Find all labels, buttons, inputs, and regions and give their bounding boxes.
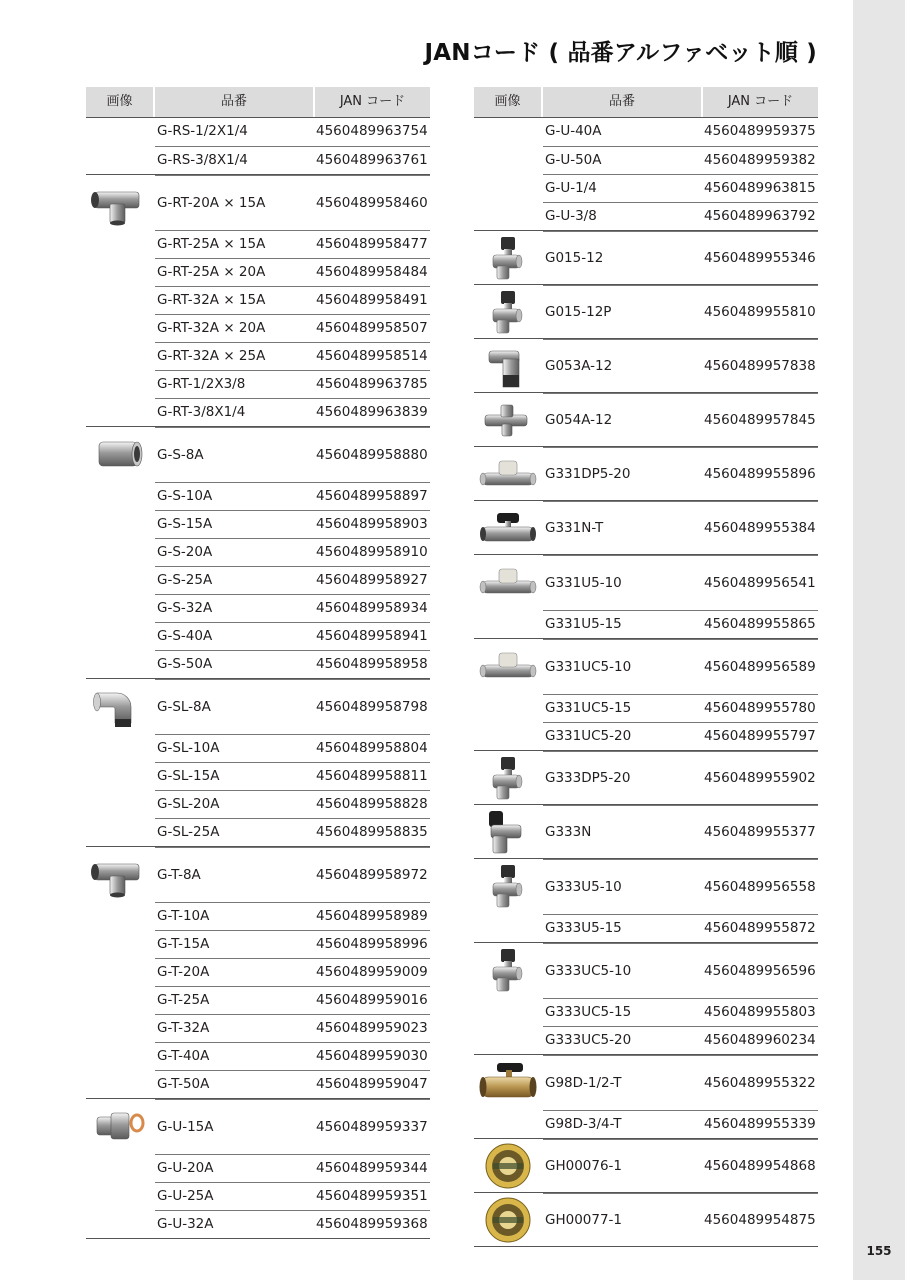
table-row bbox=[543, 1139, 818, 1192]
product-group bbox=[474, 1054, 818, 1138]
header-jan-code: JAN コード bbox=[315, 87, 430, 117]
table-row bbox=[155, 482, 430, 510]
jan-code: 4560489958477 bbox=[316, 236, 428, 252]
jan-code: 4560489958989 bbox=[316, 908, 428, 924]
jan-code: 4560489958484 bbox=[316, 264, 428, 280]
jan-code: 4560489955780 bbox=[704, 700, 816, 716]
jan-code: 4560489958514 bbox=[316, 348, 428, 364]
jan-code: 4560489955803 bbox=[704, 1004, 816, 1020]
product-code: G-RT-3/8X1/4 bbox=[157, 404, 246, 420]
product-code: G-S-8A bbox=[157, 447, 204, 463]
product-group bbox=[474, 750, 818, 804]
page-number: 155 bbox=[866, 1244, 892, 1258]
tee-fitting-icon bbox=[86, 177, 153, 227]
product-code: G333UC5-15 bbox=[545, 1004, 632, 1020]
jan-code: 4560489959030 bbox=[316, 1048, 428, 1064]
table-row bbox=[155, 314, 430, 342]
jan-code: 4560489963792 bbox=[704, 208, 816, 224]
jan-code: 4560489958934 bbox=[316, 600, 428, 616]
product-group bbox=[474, 230, 818, 284]
table-row bbox=[543, 285, 818, 338]
table-row bbox=[155, 1210, 430, 1238]
table-row bbox=[543, 751, 818, 804]
table-row bbox=[155, 398, 430, 426]
product-group bbox=[474, 500, 818, 554]
product-code: G-T-8A bbox=[157, 867, 201, 883]
jan-code: 4560489958804 bbox=[316, 740, 428, 756]
table-header bbox=[86, 87, 430, 117]
product-code: G333U5-15 bbox=[545, 920, 622, 936]
table-row bbox=[155, 930, 430, 958]
product-group bbox=[474, 284, 818, 338]
product-group bbox=[474, 392, 818, 446]
product-code: G-U-32A bbox=[157, 1216, 214, 1232]
table-row bbox=[155, 146, 430, 174]
table-header bbox=[474, 87, 818, 117]
jan-code: 4560489958880 bbox=[316, 447, 428, 463]
table-row bbox=[543, 118, 818, 146]
product-code: GH00077-1 bbox=[545, 1212, 623, 1228]
table-row bbox=[543, 1193, 818, 1246]
angle-stop-valve-icon bbox=[474, 945, 541, 995]
product-code: G-T-15A bbox=[157, 936, 210, 952]
product-code: G-S-25A bbox=[157, 572, 213, 588]
socket-fitting-icon bbox=[86, 429, 153, 479]
table-row bbox=[543, 1026, 818, 1054]
product-code: G331U5-10 bbox=[545, 575, 622, 591]
table-row bbox=[155, 286, 430, 314]
jan-code: 4560489958996 bbox=[316, 936, 428, 952]
jan-code: 4560489955322 bbox=[704, 1075, 816, 1091]
table-row bbox=[543, 694, 818, 722]
product-code: G-U-20A bbox=[157, 1160, 214, 1176]
product-code: G333U5-10 bbox=[545, 879, 622, 895]
product-group bbox=[474, 804, 818, 858]
header-jan-code: JAN コード bbox=[703, 87, 818, 117]
product-code: G-U-25A bbox=[157, 1188, 214, 1204]
jan-code: 4560489958835 bbox=[316, 824, 428, 840]
jan-code: 4560489956558 bbox=[704, 879, 816, 895]
product-code: G-S-15A bbox=[157, 516, 213, 532]
table-row bbox=[543, 555, 818, 610]
table-row bbox=[543, 859, 818, 914]
header-product-code: 品番 bbox=[155, 87, 313, 117]
product-group bbox=[86, 678, 430, 846]
product-code: G-T-10A bbox=[157, 908, 210, 924]
jan-code: 4560489958491 bbox=[316, 292, 428, 308]
product-code: G98D-1/2-T bbox=[545, 1075, 622, 1091]
table-row bbox=[155, 622, 430, 650]
product-code: G331UC5-20 bbox=[545, 728, 632, 744]
sealing-tape-icon bbox=[474, 1141, 541, 1191]
jan-code: 4560489958798 bbox=[316, 699, 428, 715]
product-code: GH00076-1 bbox=[545, 1158, 623, 1174]
jan-code: 4560489959337 bbox=[316, 1119, 428, 1135]
table-row bbox=[155, 566, 430, 594]
jan-code: 4560489958958 bbox=[316, 656, 428, 672]
jan-code: 4560489959375 bbox=[704, 123, 816, 139]
jan-code: 4560489959368 bbox=[316, 1216, 428, 1232]
jan-code: 4560489955377 bbox=[704, 824, 816, 840]
jan-code: 4560489959382 bbox=[704, 152, 816, 168]
jan-code: 4560489956596 bbox=[704, 963, 816, 979]
table-row bbox=[543, 202, 818, 230]
jan-code: 4560489958460 bbox=[316, 195, 428, 211]
product-code: G-RT-32A × 25A bbox=[157, 348, 266, 364]
product-group bbox=[474, 338, 818, 392]
product-group bbox=[474, 117, 818, 230]
product-code: G331UC5-15 bbox=[545, 700, 632, 716]
product-code: G-U-1/4 bbox=[545, 180, 597, 196]
product-code: G331UC5-10 bbox=[545, 659, 632, 675]
straight-stop-valve-icon bbox=[474, 449, 541, 499]
product-group bbox=[86, 117, 430, 174]
jan-code: 4560489954868 bbox=[704, 1158, 816, 1174]
product-code: G-S-20A bbox=[157, 544, 213, 560]
jan-code: 4560489963815 bbox=[704, 180, 816, 196]
table-row bbox=[155, 538, 430, 566]
jan-code: 4560489955797 bbox=[704, 728, 816, 744]
table-row bbox=[155, 1099, 430, 1154]
table-row bbox=[155, 762, 430, 790]
table-row bbox=[155, 1014, 430, 1042]
table-row bbox=[155, 1182, 430, 1210]
product-group bbox=[474, 638, 818, 750]
table-row bbox=[155, 986, 430, 1014]
product-code: G-T-40A bbox=[157, 1048, 210, 1064]
table-row bbox=[155, 258, 430, 286]
table-row bbox=[155, 342, 430, 370]
jan-code: 4560489958507 bbox=[316, 320, 428, 336]
table-row bbox=[155, 1042, 430, 1070]
header-product-code: 品番 bbox=[543, 87, 701, 117]
angle-valve-icon bbox=[474, 341, 541, 391]
jan-code: 4560489959016 bbox=[316, 992, 428, 1008]
straight-stop-valve-icon bbox=[474, 641, 541, 691]
jan-code: 4560489955902 bbox=[704, 770, 816, 786]
table-row bbox=[543, 639, 818, 694]
jan-code: 4560489957838 bbox=[704, 358, 816, 374]
angle-stop-valve-icon bbox=[474, 233, 541, 283]
table-row bbox=[543, 722, 818, 750]
product-code: G-S-50A bbox=[157, 656, 213, 672]
jan-code: 4560489959023 bbox=[316, 1020, 428, 1036]
product-group bbox=[474, 1192, 818, 1247]
table-body bbox=[474, 117, 818, 1247]
angle-ball-valve-icon bbox=[474, 807, 541, 857]
jan-code: 4560489958828 bbox=[316, 796, 428, 812]
product-code: G-S-10A bbox=[157, 488, 213, 504]
table-row bbox=[543, 146, 818, 174]
product-code: G-T-20A bbox=[157, 964, 210, 980]
product-code: G-RS-1/2X1/4 bbox=[157, 123, 248, 139]
table-row bbox=[543, 339, 818, 392]
angle-stop-valve-icon bbox=[474, 753, 541, 803]
jan-code: 4560489959009 bbox=[316, 964, 428, 980]
product-code: G-SL-8A bbox=[157, 699, 211, 715]
product-code: G-SL-25A bbox=[157, 824, 220, 840]
straight-stop-valve-icon bbox=[474, 557, 541, 607]
product-group bbox=[474, 942, 818, 1054]
product-code: G331U5-15 bbox=[545, 616, 622, 632]
jan-code: 4560489958941 bbox=[316, 628, 428, 644]
product-code: G331DP5-20 bbox=[545, 466, 631, 482]
table-row bbox=[543, 998, 818, 1026]
jan-code: 4560489955384 bbox=[704, 520, 816, 536]
product-code: G053A-12 bbox=[545, 358, 613, 374]
jan-code: 4560489958972 bbox=[316, 867, 428, 883]
jan-code: 4560489955896 bbox=[704, 466, 816, 482]
jan-code: 4560489959047 bbox=[316, 1076, 428, 1092]
product-code: G-T-50A bbox=[157, 1076, 210, 1092]
tee-fitting-icon bbox=[86, 849, 153, 899]
table-row bbox=[155, 958, 430, 986]
jan-code: 4560489957845 bbox=[704, 412, 816, 428]
product-code: G-U-15A bbox=[157, 1119, 214, 1135]
product-code: G-SL-20A bbox=[157, 796, 220, 812]
product-code: G-U-3/8 bbox=[545, 208, 597, 224]
jan-code: 4560489960234 bbox=[704, 1032, 816, 1048]
angle-stop-valve-icon bbox=[474, 287, 541, 337]
jan-code: 4560489955810 bbox=[704, 304, 816, 320]
jan-code: 4560489963785 bbox=[316, 376, 428, 392]
table-row bbox=[543, 447, 818, 500]
table-row bbox=[155, 175, 430, 230]
jan-code: 4560489955872 bbox=[704, 920, 816, 936]
table-row bbox=[155, 650, 430, 678]
product-code: G98D-3/4-T bbox=[545, 1116, 622, 1132]
product-code: G333N bbox=[545, 824, 592, 840]
brass-ball-valve-icon bbox=[474, 1057, 541, 1107]
table-row bbox=[543, 943, 818, 998]
table-row bbox=[155, 679, 430, 734]
table-row bbox=[155, 230, 430, 258]
table-row bbox=[543, 1055, 818, 1110]
page-title: JANコード ( 品番アルファベット順 ) bbox=[424, 40, 817, 66]
product-code: G-U-40A bbox=[545, 123, 602, 139]
product-code: G-SL-15A bbox=[157, 768, 220, 784]
product-code: G-T-25A bbox=[157, 992, 210, 1008]
table-body bbox=[86, 117, 430, 1239]
ball-valve-icon bbox=[474, 503, 541, 553]
jan-code: 4560489963761 bbox=[316, 152, 428, 168]
table-row bbox=[543, 174, 818, 202]
table-row bbox=[543, 393, 818, 446]
jan-code: 4560489958811 bbox=[316, 768, 428, 784]
jan-code: 4560489958897 bbox=[316, 488, 428, 504]
product-code: G-S-32A bbox=[157, 600, 213, 616]
product-code: G015-12P bbox=[545, 304, 612, 320]
product-code: G333UC5-10 bbox=[545, 963, 632, 979]
product-group bbox=[86, 1098, 430, 1239]
product-group bbox=[474, 446, 818, 500]
sealing-tape-icon bbox=[474, 1195, 541, 1245]
product-code: G-RT-1/2X3/8 bbox=[157, 376, 246, 392]
table-row bbox=[155, 1070, 430, 1098]
product-group bbox=[474, 1138, 818, 1192]
product-code: G-RS-3/8X1/4 bbox=[157, 152, 248, 168]
jan-code: 4560489963754 bbox=[316, 123, 428, 139]
jan-code: 4560489958927 bbox=[316, 572, 428, 588]
jan-code: 4560489958903 bbox=[316, 516, 428, 532]
product-code: G015-12 bbox=[545, 250, 604, 266]
product-code: G-U-50A bbox=[545, 152, 602, 168]
jan-code: 4560489954875 bbox=[704, 1212, 816, 1228]
table-row bbox=[155, 734, 430, 762]
jan-code: 4560489955339 bbox=[704, 1116, 816, 1132]
header-image: 画像 bbox=[86, 87, 153, 117]
street-elbow-icon bbox=[86, 681, 153, 731]
jan-code: 4560489959351 bbox=[316, 1188, 428, 1204]
tee-valve-icon bbox=[474, 395, 541, 445]
angle-stop-valve-icon bbox=[474, 861, 541, 911]
page-side-strip bbox=[853, 0, 905, 1280]
product-group bbox=[474, 554, 818, 638]
product-code: G054A-12 bbox=[545, 412, 613, 428]
product-group bbox=[86, 846, 430, 1098]
jan-code: 4560489959344 bbox=[316, 1160, 428, 1176]
product-code: G-RT-32A × 15A bbox=[157, 292, 266, 308]
product-group bbox=[86, 426, 430, 678]
product-group bbox=[474, 858, 818, 942]
table-row bbox=[543, 231, 818, 284]
union-fitting-icon bbox=[86, 1101, 153, 1151]
jan-code: 4560489956589 bbox=[704, 659, 816, 675]
table-row bbox=[543, 610, 818, 638]
table-row bbox=[155, 1154, 430, 1182]
table-row bbox=[155, 118, 430, 146]
table-row bbox=[155, 427, 430, 482]
product-code: G331N-T bbox=[545, 520, 604, 536]
table-row bbox=[155, 370, 430, 398]
jan-code: 4560489956541 bbox=[704, 575, 816, 591]
jan-code: 4560489963839 bbox=[316, 404, 428, 420]
jan-table-right bbox=[474, 87, 818, 1247]
table-row bbox=[155, 594, 430, 622]
table-row bbox=[155, 847, 430, 902]
table-row bbox=[155, 902, 430, 930]
product-group bbox=[86, 174, 430, 426]
jan-code: 4560489955865 bbox=[704, 616, 816, 632]
table-row bbox=[155, 510, 430, 538]
product-code: G-RT-25A × 15A bbox=[157, 236, 266, 252]
product-code: G-RT-32A × 20A bbox=[157, 320, 266, 336]
product-code: G333UC5-20 bbox=[545, 1032, 632, 1048]
table-row bbox=[543, 914, 818, 942]
product-code: G333DP5-20 bbox=[545, 770, 631, 786]
table-row bbox=[155, 818, 430, 846]
table-row bbox=[543, 1110, 818, 1138]
product-code: G-T-32A bbox=[157, 1020, 210, 1036]
table-row bbox=[543, 501, 818, 554]
jan-table-left bbox=[86, 87, 430, 1239]
product-code: G-RT-20A × 15A bbox=[157, 195, 266, 211]
header-image: 画像 bbox=[474, 87, 541, 117]
jan-code: 4560489958910 bbox=[316, 544, 428, 560]
product-code: G-SL-10A bbox=[157, 740, 220, 756]
product-code: G-RT-25A × 20A bbox=[157, 264, 266, 280]
table-row bbox=[155, 790, 430, 818]
table-row bbox=[543, 805, 818, 858]
product-code: G-S-40A bbox=[157, 628, 213, 644]
jan-code: 4560489955346 bbox=[704, 250, 816, 266]
